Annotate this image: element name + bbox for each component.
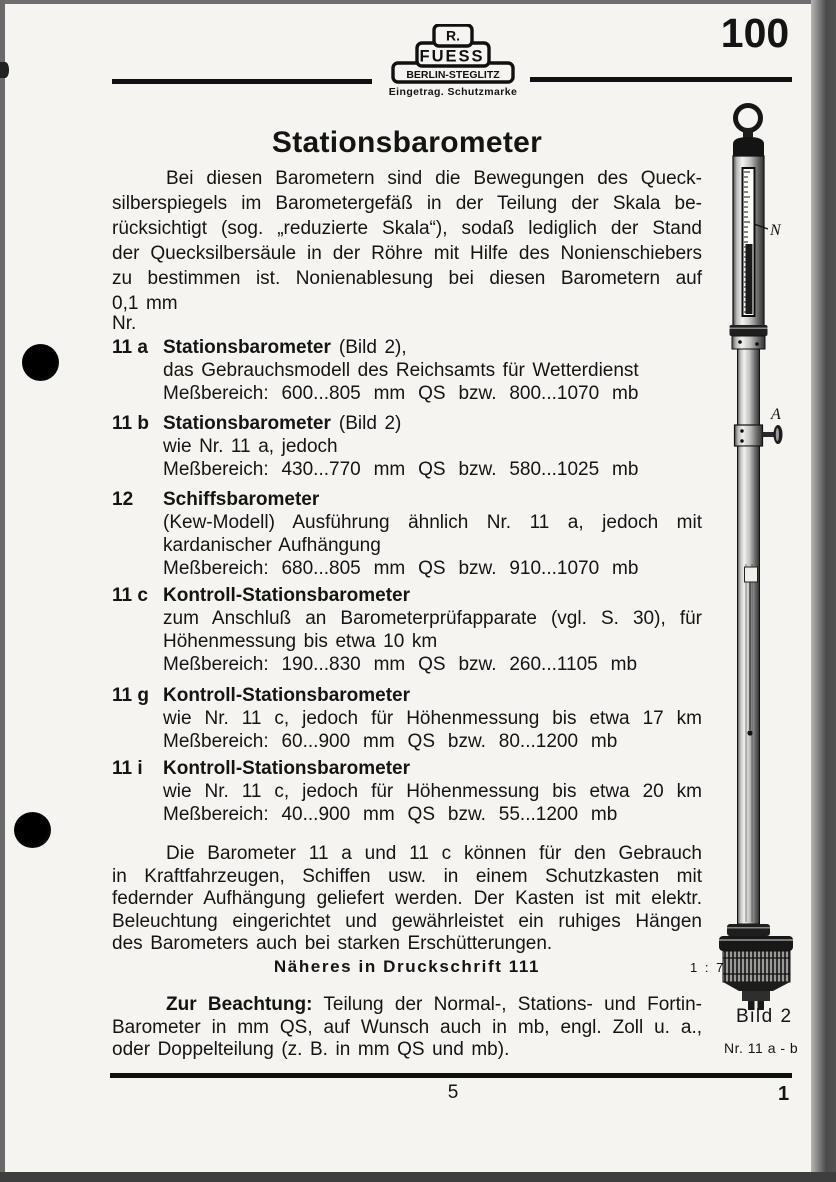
item-name-suffix: (Bild 2) bbox=[338, 413, 402, 434]
cistern-highlight bbox=[719, 939, 793, 941]
fuess-logo bbox=[388, 24, 518, 84]
page-title: Stationsbarometer bbox=[271, 126, 543, 159]
flange-highlight bbox=[730, 328, 768, 330]
ink-blot-lower bbox=[14, 812, 51, 848]
figure-subcaption: Nr. 11 a - b bbox=[724, 1040, 799, 1056]
logo-line1: R. bbox=[446, 27, 460, 44]
footer-page-number: 5 bbox=[447, 1082, 459, 1103]
flange-highlight bbox=[727, 927, 770, 929]
item-description: zum Anschluß an Barometerprüfapparate (vgl. S. 30), für bbox=[163, 608, 702, 629]
attention-paragraph bbox=[112, 994, 702, 1062]
footer-rule bbox=[110, 1073, 792, 1078]
logo-trademark-caption: Eingetrag. Schutzmarke bbox=[388, 86, 518, 98]
item-name-suffix: (Bild 2), bbox=[338, 337, 407, 358]
nr-column-label: Nr. bbox=[112, 313, 137, 334]
item-description: (Kew-Modell) Ausführung ähnlich Nr. 11 a, jedoch mit bbox=[163, 512, 702, 533]
item-name-line bbox=[163, 488, 702, 511]
paragraph-line: federnder Aufhängung geliefert werden. Der Kasten ist mit elektr. bbox=[112, 888, 702, 909]
item-number: 11 a bbox=[112, 337, 148, 358]
item-measuring-range: Meßbereich: 430...770 mm QS bzw. 580...1025 mb bbox=[163, 459, 639, 480]
intro-line: Bei diesen Barometern sind die Bewegungen des Queck- bbox=[166, 168, 702, 189]
catalog-item-11b bbox=[112, 412, 702, 481]
attention-text: Teilung der Normal-, Stations- und Fortin- bbox=[323, 994, 702, 1015]
intro-line: rücksichtigt (sog. „reduzierte Skala“), sodaß lediglich der Stand bbox=[112, 218, 702, 239]
paragraph-line: Barometer in mm QS, auf Wunsch auch in mb, engl. Zoll u. a., bbox=[112, 1016, 702, 1038]
logo-line3: BERLIN-STEGLITZ bbox=[406, 69, 500, 81]
item-description: kardanischer Aufhängung bbox=[163, 535, 381, 556]
item-number: 11 b bbox=[112, 413, 149, 434]
item-measuring-range: Meßbereich: 600...805 mm QS bzw. 800...1070 mb bbox=[163, 383, 639, 404]
item-name-line bbox=[163, 412, 702, 435]
item-name: Kontroll-Stationsbarometer bbox=[163, 685, 411, 706]
upper-flange bbox=[730, 325, 768, 336]
header-rule-left bbox=[112, 79, 372, 84]
item-description: das Gebrauchsmodell des Reichsamts für Wetterdienst bbox=[163, 360, 639, 381]
intro-line: silberspiegels im Barometergefäß in der Teilung der Skala be- bbox=[112, 193, 702, 214]
thermometer-plate bbox=[745, 567, 758, 582]
item-measuring-range: Meßbereich: 190...830 mm QS bzw. 260...1105 mb bbox=[163, 654, 638, 675]
item-name-line bbox=[163, 684, 702, 707]
knob-highlight bbox=[776, 428, 779, 441]
paragraph-line: Beleuchtung eingerichtet und gewährleistet ein ruhiges Hängen bbox=[112, 910, 702, 932]
paragraph-line: oder Doppelteilung (z. B. in mm QS und mb). bbox=[112, 1039, 510, 1060]
mercury-column bbox=[746, 244, 753, 314]
barometer-tube bbox=[738, 446, 760, 924]
scan-artifact bbox=[0, 62, 9, 78]
scan-edge-top bbox=[0, 0, 836, 4]
item-number: 11 i bbox=[112, 758, 143, 779]
item-name-line bbox=[163, 336, 702, 359]
paragraph-line: Die Barometer 11 a und 11 c können für den Gebrauch bbox=[166, 843, 702, 864]
item-description: wie Nr. 11 c, jedoch für Höhenmessung bis etwa 20 km bbox=[163, 781, 702, 802]
druckschrift-note: Näheres in Druckschrift 111 bbox=[273, 957, 541, 976]
ink-blot-upper bbox=[22, 344, 59, 381]
catalog-item-11a bbox=[112, 336, 702, 405]
item-measuring-range: Meßbereich: 60...900 mm QS bzw. 80...1200 mb bbox=[163, 731, 618, 752]
catalog-item-11g bbox=[112, 684, 702, 753]
item-number: 12 bbox=[112, 489, 134, 510]
screw bbox=[740, 429, 743, 432]
item-description: wie Nr. 11 c, jedoch für Höhenmessung bis etwa 17 km bbox=[163, 708, 702, 729]
paragraph-line: des Barometers auch bei starken Erschütterungen. bbox=[112, 933, 553, 954]
logo-line2: FUESS bbox=[419, 47, 485, 66]
figure-caption: Bild 2 bbox=[736, 1006, 793, 1027]
item-measuring-range: Meßbereich: 680...805 mm QS bzw. 910...1070 mb bbox=[163, 558, 639, 579]
paragraph-line: in Kraftfahrzeugen, Schiffen usw. in einem Schutzkasten mit bbox=[112, 865, 702, 887]
screw bbox=[738, 340, 742, 344]
item-name: Kontroll-Stationsbarometer bbox=[163, 758, 411, 779]
thermometer-bulb bbox=[747, 730, 752, 735]
cistern-cap bbox=[719, 936, 793, 951]
item-description: wie Nr. 11 a, jedoch bbox=[163, 436, 338, 457]
footer-section-number: 1 bbox=[778, 1083, 790, 1105]
adjuster-label: A bbox=[771, 406, 781, 423]
item-measuring-range: Meßbereich: 40...900 mm QS bzw. 55...1200 mb bbox=[163, 804, 618, 825]
top-cap bbox=[733, 137, 764, 156]
intro-line: 0,1 mm bbox=[112, 293, 178, 314]
barometer-illustration bbox=[676, 94, 816, 1014]
intro-line: zu bestimmen ist. Nonienablesung bei diesen Barometern auf bbox=[112, 268, 702, 289]
catalog-item-12 bbox=[112, 488, 702, 580]
barometer-drawing bbox=[676, 94, 816, 1014]
intro-paragraph bbox=[112, 166, 702, 316]
item-name: Stationsbarometer bbox=[163, 413, 331, 434]
intro-line: der Quecksilbersäule in der Röhre mit Hilfe des Nonienschiebers bbox=[112, 243, 702, 264]
scan-edge-bottom bbox=[0, 1172, 836, 1182]
cistern-taper bbox=[723, 982, 790, 991]
screw bbox=[755, 342, 759, 346]
figure-scale: 1 : 7 bbox=[690, 960, 726, 975]
item-name: Schiffsbarometer bbox=[163, 489, 320, 510]
cistern-foot bbox=[742, 991, 770, 1001]
fuess-logo-mark bbox=[388, 24, 518, 84]
collar-band bbox=[732, 336, 765, 349]
adjuster-collar bbox=[735, 425, 763, 446]
screw bbox=[740, 439, 743, 442]
scan-edge-left bbox=[0, 0, 5, 1182]
protective-case-paragraph bbox=[112, 843, 702, 956]
item-name: Kontroll-Stationsbarometer bbox=[163, 585, 411, 606]
catalog-item-11c bbox=[112, 584, 702, 676]
nonius-label: N bbox=[770, 222, 781, 239]
item-name-line bbox=[163, 757, 702, 780]
paragraph-line bbox=[112, 994, 702, 1017]
item-name-line bbox=[163, 584, 702, 607]
item-description: Höhenmessung bis etwa 10 km bbox=[163, 631, 438, 652]
item-number: 11 g bbox=[112, 685, 149, 706]
hanging-ring bbox=[736, 106, 761, 131]
item-name: Stationsbarometer bbox=[163, 337, 331, 358]
lower-flange bbox=[727, 924, 770, 936]
mid-tube bbox=[738, 349, 760, 425]
catalog-page-number: 100 bbox=[720, 10, 790, 56]
cistern-knurled-drum bbox=[723, 951, 790, 982]
header-rule-right bbox=[530, 77, 792, 82]
catalog-item-11i bbox=[112, 757, 702, 826]
attention-label: Zur Beachtung: bbox=[166, 994, 313, 1015]
item-number: 11 c bbox=[112, 585, 148, 606]
